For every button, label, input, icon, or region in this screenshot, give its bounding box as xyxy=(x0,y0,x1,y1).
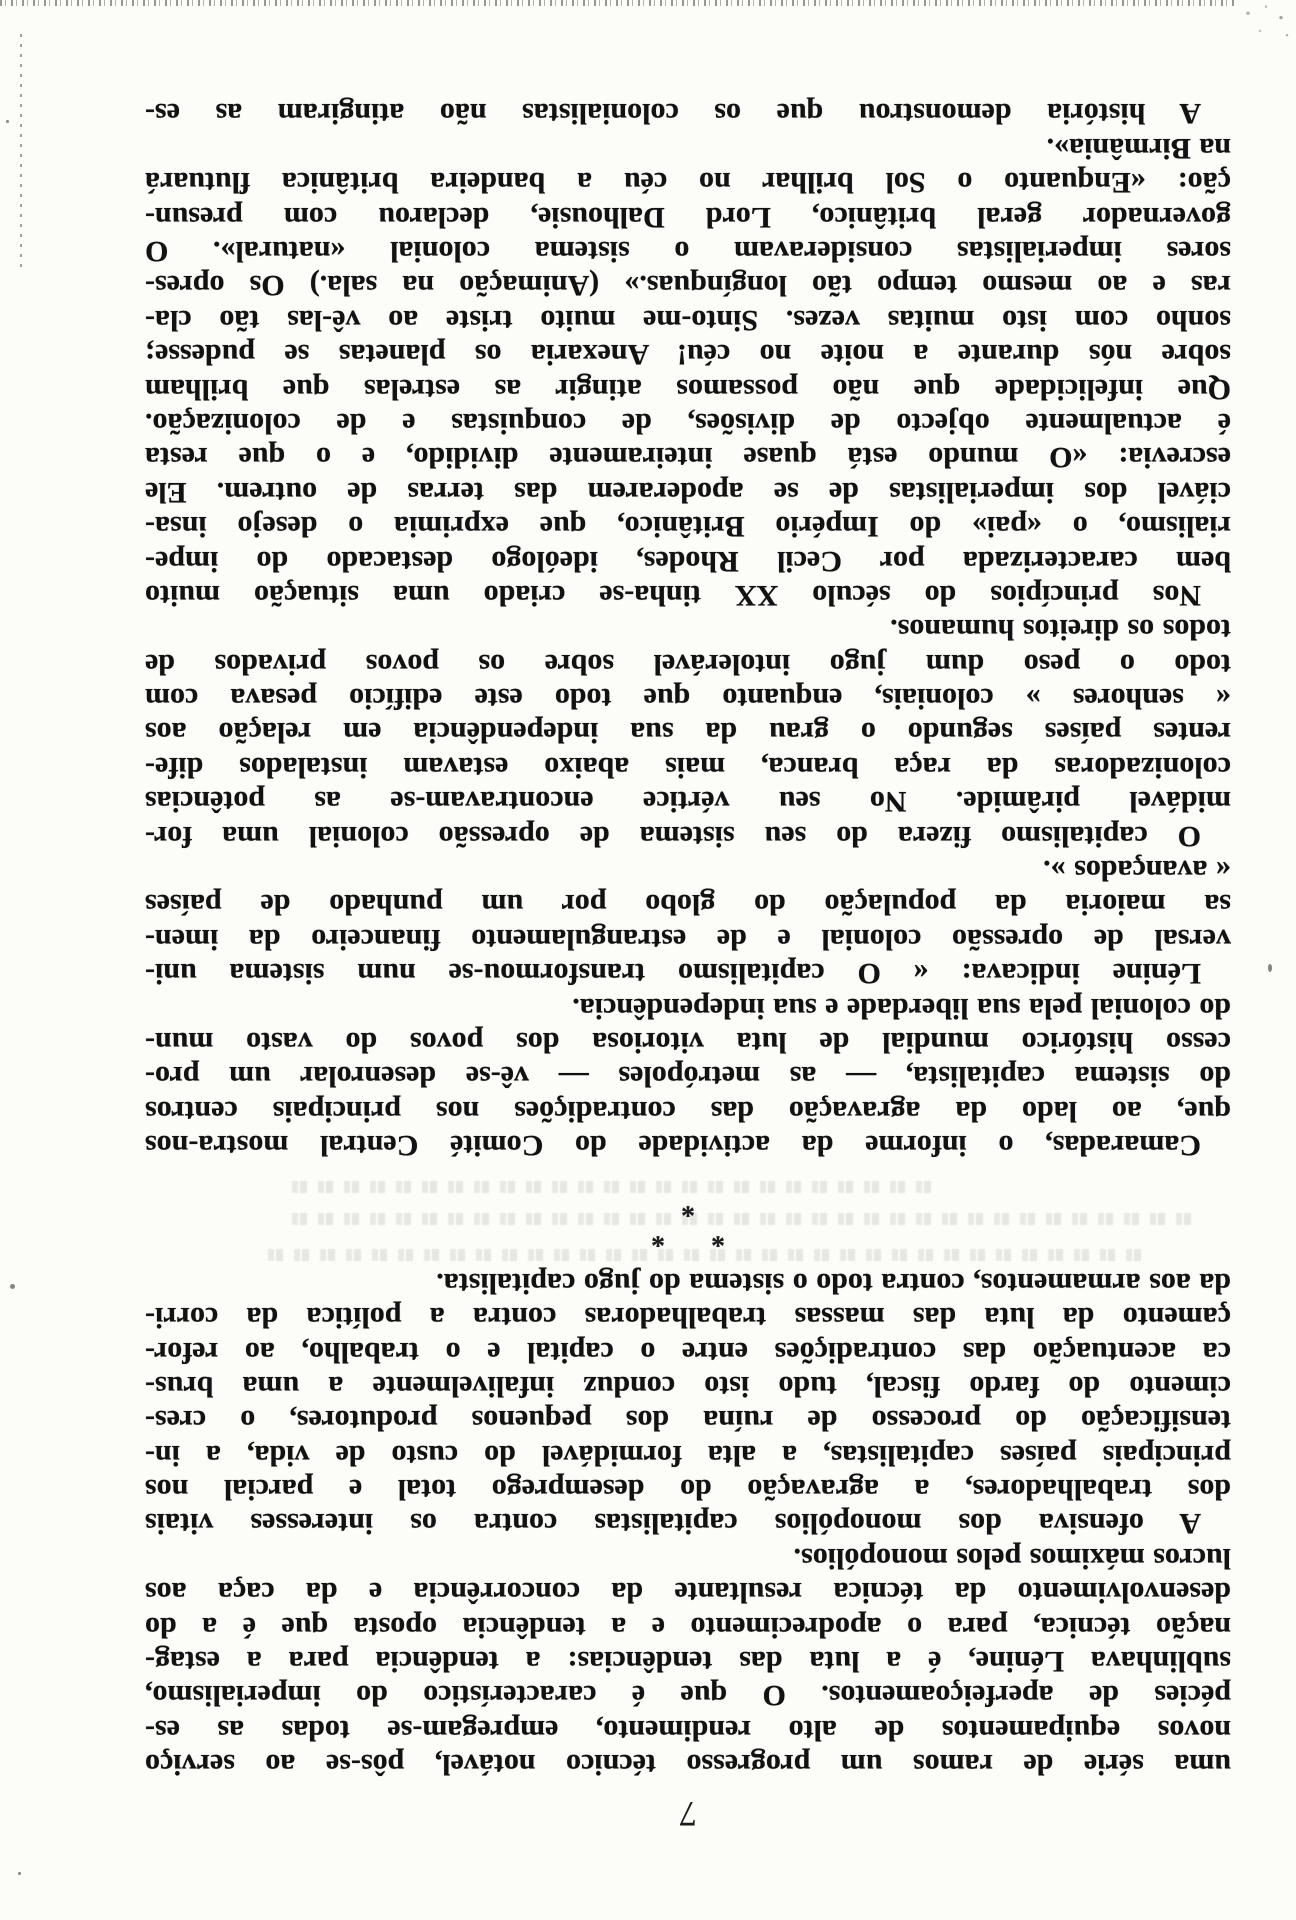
text-line: ção: «Enquanto o Sol brilhar no céu a bandeira britânica flutuará xyxy=(145,166,1231,200)
text-line: sa maioria da população do globo por um punhado de países xyxy=(145,888,1231,922)
text-line: Que infelicidade que não possamos atingir as estrelas que brilham xyxy=(145,372,1231,406)
text-line: A história demonstrou que os colonialistas não atingiram as es- xyxy=(145,97,1201,131)
text-line: do colonial pela sua liberdade e sua independência. xyxy=(572,991,1231,1025)
text-line: tensificação do processo de ruína dos pequenos produtores, o cres- xyxy=(145,1404,1231,1438)
text-line: Nos princípios do século XX tinha-se criado uma situação muito xyxy=(145,578,1201,612)
separator-asterisk: * xyxy=(681,1191,695,1223)
separator-asterisk: * xyxy=(651,1221,665,1253)
text-line: lucros máximos pelos monopólios. xyxy=(793,1541,1231,1575)
text-line: do sistema capitalista, — as metrópoles — vê-se desenrolar um pro- xyxy=(145,1060,1231,1094)
text-line: cesso histórico mundial de luta vitoriosa dos povos do vasto mun- xyxy=(145,1025,1231,1059)
section-separator xyxy=(145,1162,1231,1265)
text-line: escrevia: «O mundo está quase inteiramente dividido, e o que resta xyxy=(145,441,1231,475)
paragraph xyxy=(145,853,1231,991)
text-line: sores imperialistas consideravam o sistema colonial «natural». O xyxy=(145,235,1231,268)
text-line: çamento da luta das massas trabalhadoras contra a política da corri- xyxy=(145,1301,1231,1335)
text-line: governador geral britânico, Lord Dalhousie, declarou com presun- xyxy=(145,200,1231,234)
text-line: ciável dos imperialistas de se apoderarem das terras de outrem. Ele xyxy=(145,475,1231,509)
text-line: midável pirâmide. No seu vértice encontravam-se as potências xyxy=(145,785,1231,819)
text-line: rentes países segundo o grau da sua independência em relação aos xyxy=(145,716,1231,750)
text-line: bem caracterizada por Cecil Rhodes, ideólogo destacado do impe- xyxy=(145,544,1231,578)
text-line: versal de opressão colonial e de estrangulamento financeiro da imen- xyxy=(145,922,1231,956)
text-line: todos os direitos humanos. xyxy=(890,613,1231,647)
text-line: nação técnica, para o apodrecimento e a tendência oposta que é a do xyxy=(145,1610,1231,1644)
text-line: sublinhava Lénine, é a luta das tendências: a tendência para a estag- xyxy=(145,1645,1231,1679)
text-line: ras e ao mesmo tempo tão longínquas.» (Animação na sala.) Os opres- xyxy=(145,269,1231,303)
text-line: « senhores » coloniais, enquanto que todo este edifício pesava com xyxy=(145,682,1231,716)
bleed-through-smudge xyxy=(291,1181,931,1193)
paragraph xyxy=(145,612,1231,853)
paragraph xyxy=(145,96,1231,130)
bleed-through-smudge xyxy=(291,1213,1191,1225)
text-line: da aos armamentos, contra todo o sistema do jugo capitalista. xyxy=(436,1266,1231,1300)
text-line: desenvolvimento da técnica resultante da concorrência e da caça aos xyxy=(145,1576,1231,1610)
text-line: sonho com isto muitas vezes. Sinto-me muito triste ao vê-las tão cla- xyxy=(145,303,1231,337)
separator-asterisk: * xyxy=(711,1221,725,1253)
paragraph xyxy=(145,1540,1231,1781)
text-line: cimento do fardo fiscal, tudo isto conduz infalivelmente a uma brus- xyxy=(145,1369,1231,1403)
text-line: na Birmânia». xyxy=(1046,131,1231,165)
text-line: pécies de aperfeiçoamentos. O que é característico do imperialismo, xyxy=(145,1679,1231,1713)
page-number: 7 xyxy=(679,1794,697,1834)
text-line: uma série de ramos um progresso técnico notável, pôs-se ao serviço xyxy=(145,1748,1231,1782)
text-line: A ofensiva dos monopólios capitalistas contra os interesses vitais xyxy=(145,1507,1201,1541)
text-line: Lénine indicava: « O capitalismo transformou-se num sistema uni- xyxy=(145,957,1201,991)
text-line: novos equipamentos de alto rendimento, empregam-se todas as es- xyxy=(145,1713,1231,1747)
text-line: O capitalismo fizera do seu sistema de opressão colonial uma for- xyxy=(145,819,1201,853)
text-line: « avançados ». xyxy=(1043,854,1231,888)
bleed-through-smudge xyxy=(261,1249,1141,1261)
paragraph xyxy=(145,130,1231,611)
text-line: principais países capitalistas, a alta formidável do custo de vida, a in- xyxy=(145,1438,1231,1472)
paragraph xyxy=(145,990,1231,1162)
text-column xyxy=(145,96,1231,1781)
text-line: todo o peso dum jugo intolerável sobre os povos privados de xyxy=(145,647,1231,681)
text-line: que, ao lado da agravação das contradições nos principais centros xyxy=(145,1094,1231,1128)
text-line: rialismo, o «pai» do Império Britânico, que exprimia o desejo insa- xyxy=(145,510,1231,544)
text-line: ca acentuação das contradições entre o capital e o trabalho, ao refor- xyxy=(145,1335,1231,1369)
text-line: Camaradas, o informe da actividade do Comité Central mostra-nos xyxy=(145,1129,1201,1163)
text-line: dos trabalhadores, a agravação do desemprego total e parcial nos xyxy=(145,1473,1231,1507)
text-line: colonizadoras da raça branca, mais abaixo estavam instalados dife- xyxy=(145,750,1231,784)
text-line: sobre nós durante a noite no céu! Anexaria os planetas se pudesse; xyxy=(145,338,1231,372)
text-line: é actualmente objecto de divisões, de conquistas e de colonização. xyxy=(145,406,1231,440)
paragraph xyxy=(145,1265,1231,1540)
